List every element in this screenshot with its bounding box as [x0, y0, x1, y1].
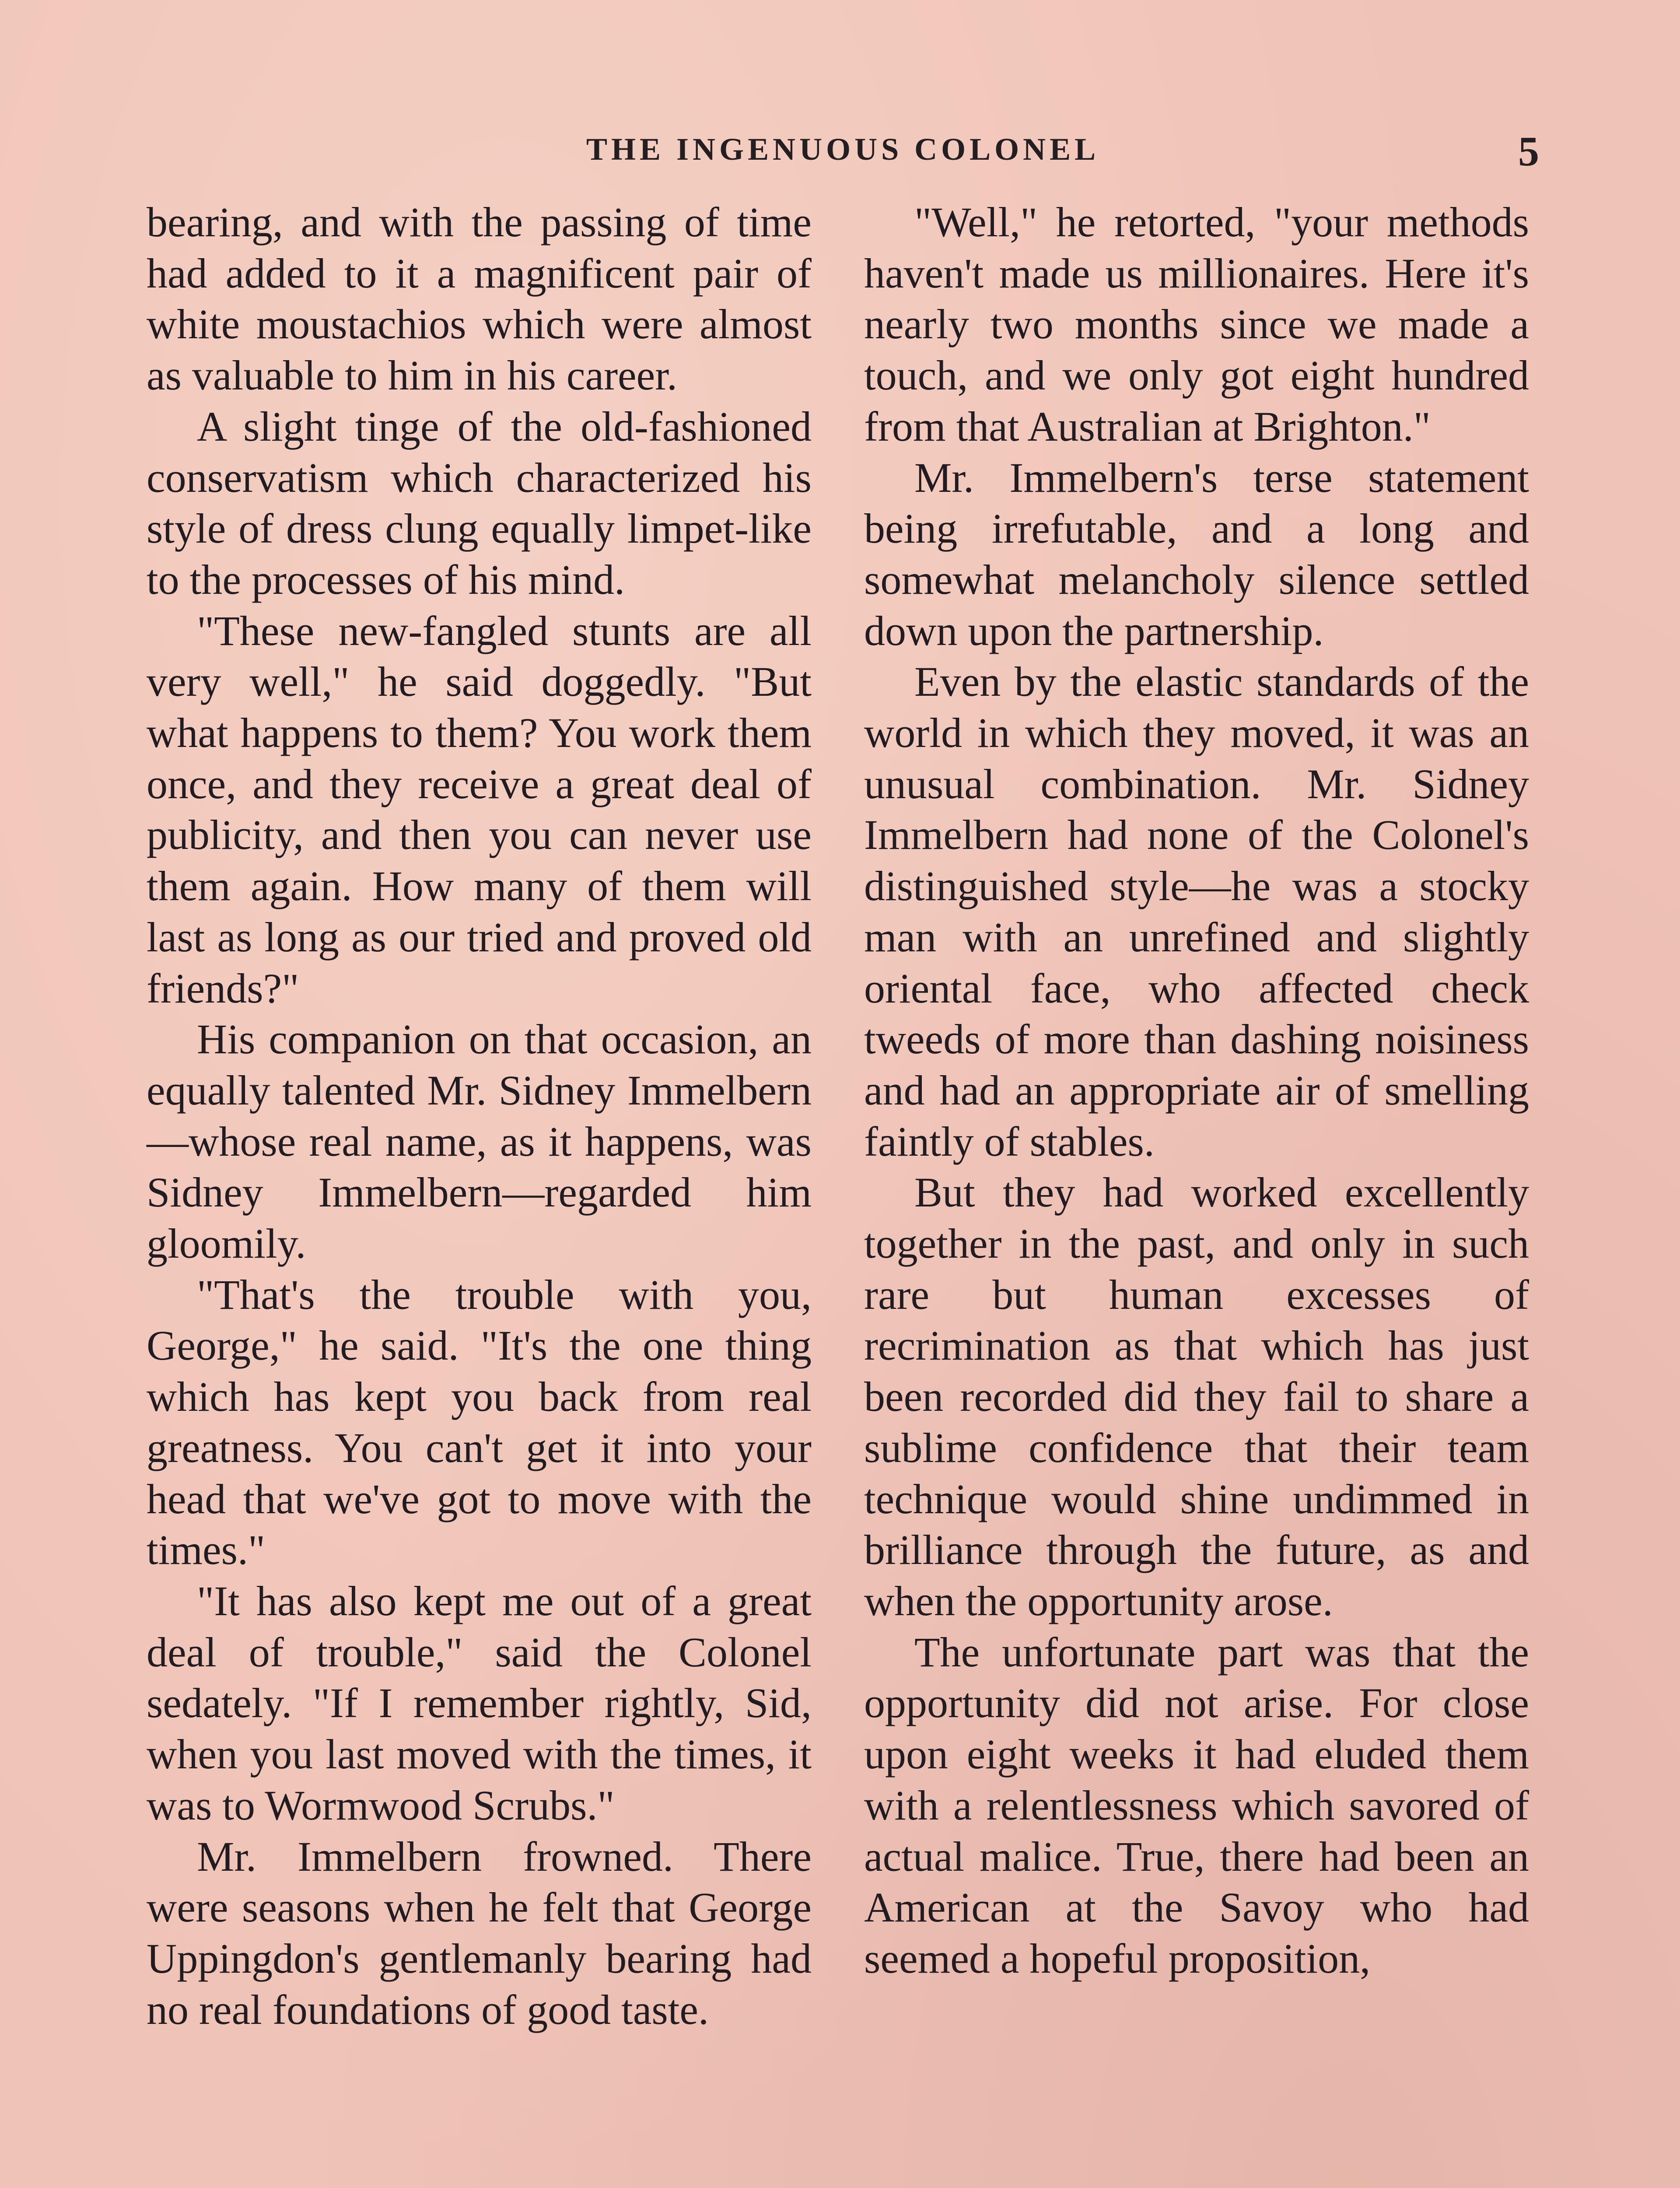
paragraph: "That's the trouble with you, George," he said. "It's the one thing which has kept you back from real greatness. You can't get it into your head that we've got to move with the times."	[147, 1271, 812, 1574]
paragraph: His companion on that occasion, an equally talented Mr. Sidney Immelbern—whose real name, as it happens, was Sidney Immelbern—regarded him gloomily.	[147, 1016, 812, 1267]
page-number: 5	[1518, 128, 1539, 175]
paragraph: "These new-fangled stunts are all very well," he said doggedly. "But what happens to them? You work them once, and they receive a great deal of publicity, and then you can never use them again. How many of them will last as long as our tried and proved old friends?"	[147, 607, 812, 1012]
paragraph: Even by the elastic standards of the world in which they moved, it was an unusual combination. Mr. Sidney Immelbern had none of the Colonel's distinguished style—he was a stocky man with an unrefined and slightly oriental face, who affected check tweeds of more than dashing noisiness and had an appropriate air of smelling faintly of stables.	[864, 658, 1529, 1165]
paragraph: Mr. Immelbern's terse statement being irrefutable, and a long and somewhat melancholy silence settled down upon the partnership.	[864, 454, 1529, 654]
paragraph: Mr. Immelbern frowned. There were seasons when he felt that George Uppingdon's gentlemanly bearing had no real foundations of good taste.	[147, 1833, 812, 2033]
running-head: THE INGENUOUS COLONEL	[586, 132, 1100, 167]
right-column	[864, 197, 1529, 1985]
paragraph: "Well," he retorted, "your methods haven't made us millionaires. Here it's nearly two months since we made a touch, and we only got eight hundred from that Australian at Brighton."	[864, 199, 1529, 450]
paragraph: The unfortunate part was that the opportunity did not arise. For close upon eight weeks it had eluded them with a relentlessness which savored of actual malice. True, there had been an American at the Savoy who had seemed a hopeful proposition,	[864, 1628, 1529, 1982]
page-header	[0, 128, 1680, 179]
paragraph: But they had worked excellently together in the past, and only in such rare but human excesses of recrimination as that which has just been recorded did they fail to share a sublime confidence that their team technique would shine undimmed in brilliance through the future, as and when the opportunity arose.	[864, 1169, 1529, 1624]
left-column	[147, 197, 812, 2035]
paragraph: "It has also kept me out of a great deal of trouble," said the Colonel sedately. "If I remember rightly, Sid, when you last moved with the times, it was to Wormwood Scrubs."	[147, 1577, 812, 1829]
paragraph: A slight tinge of the old-fashioned conservatism which characterized his style of dress clung equally limpet-like to the processes of his mind.	[147, 403, 812, 603]
paragraph: bearing, and with the passing of time had added to it a magnificent pair of white moustachios which were almost as valuable to him in his career.	[147, 199, 812, 399]
